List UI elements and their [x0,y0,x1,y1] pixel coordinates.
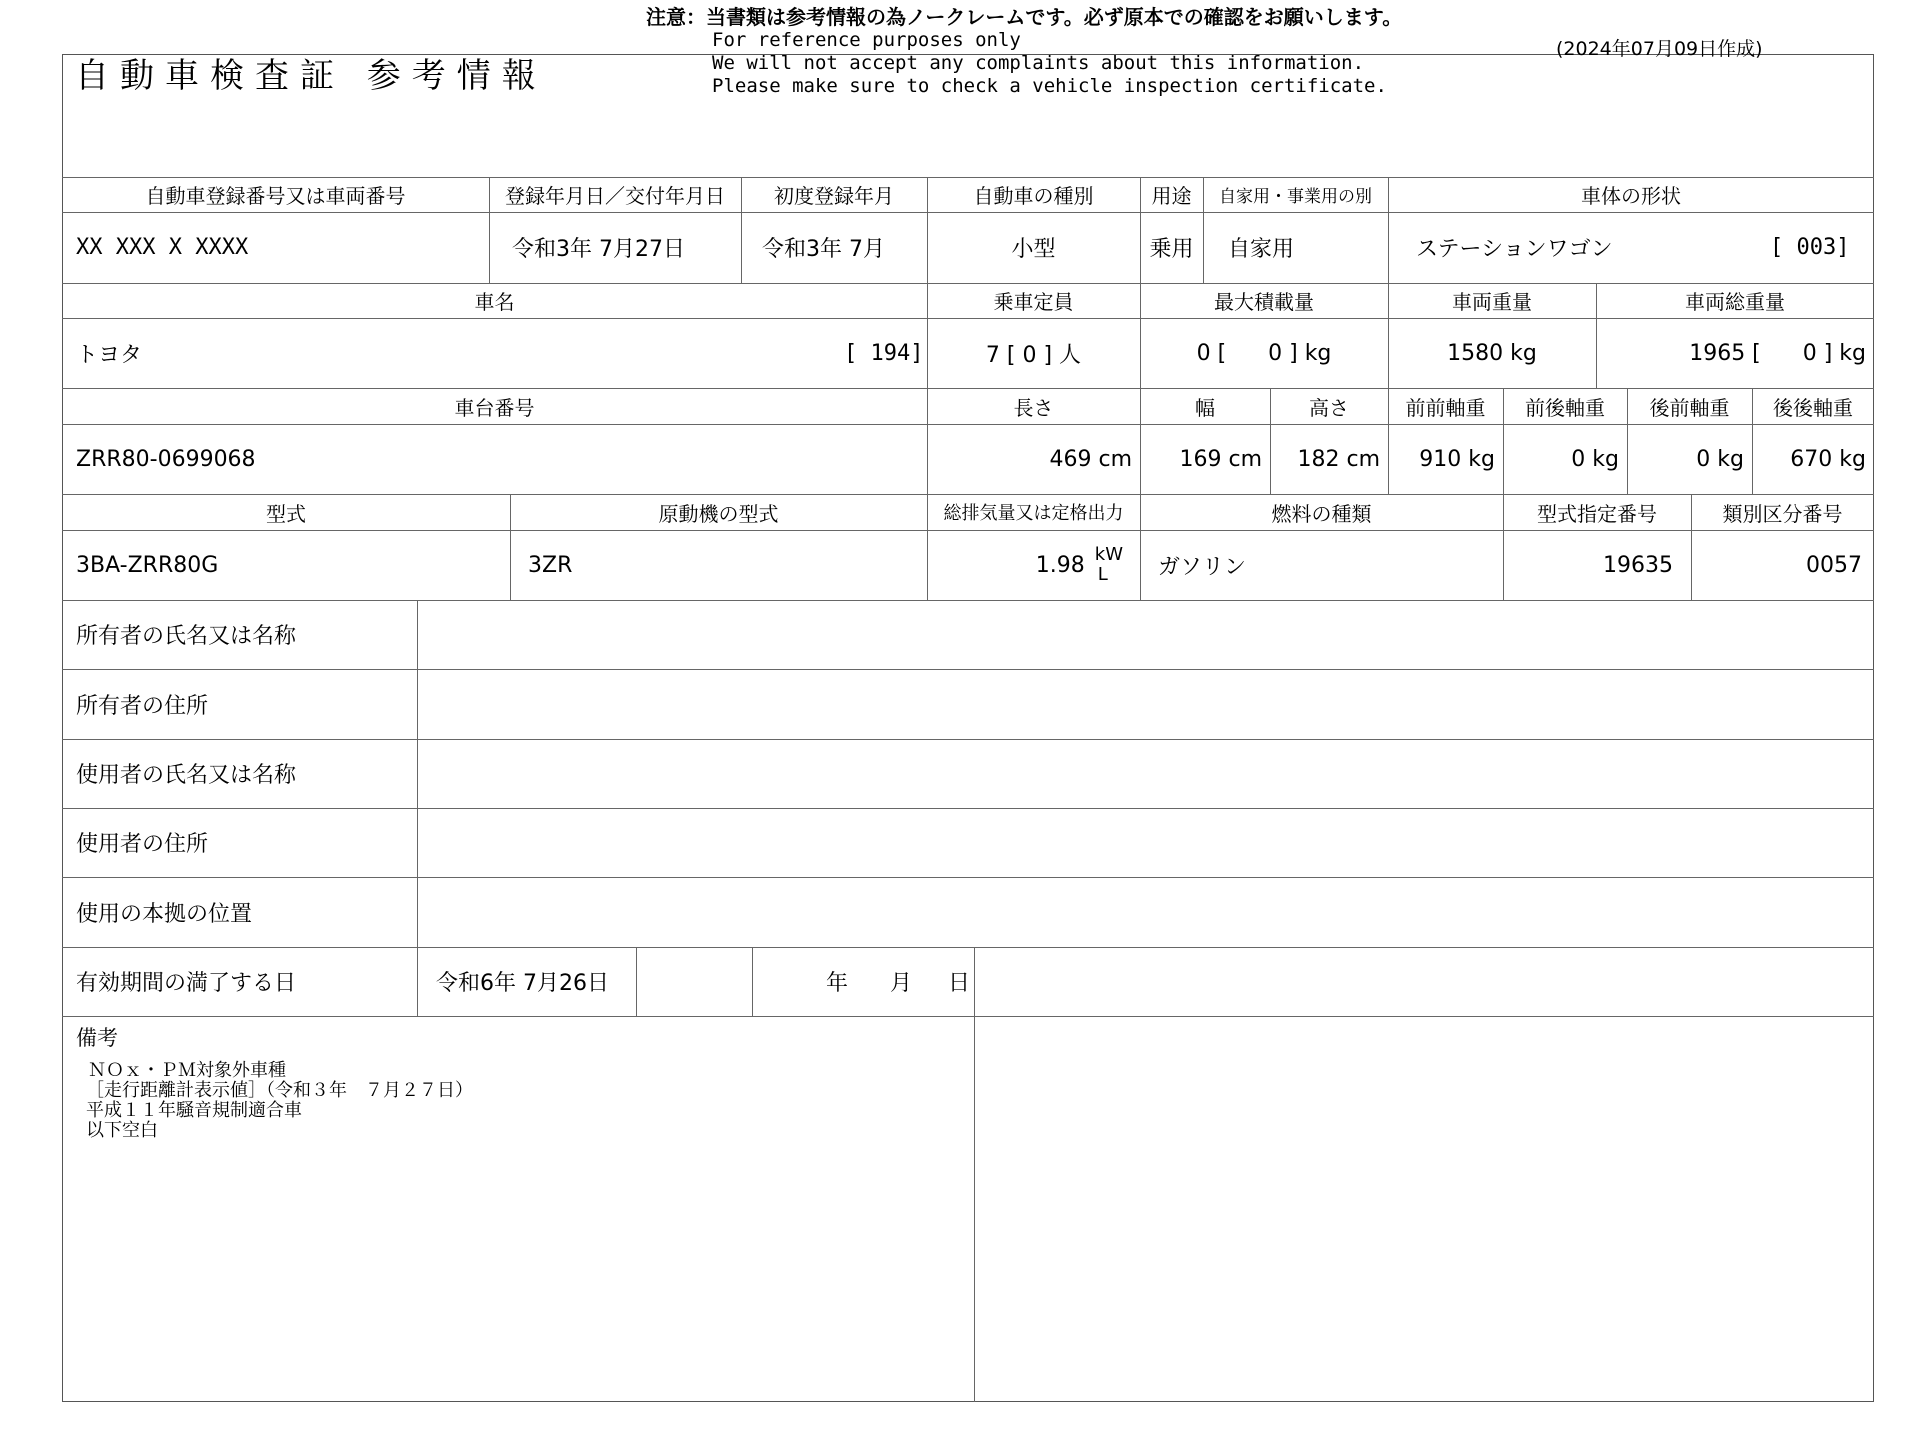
document-title: 自動車検査証 参考情報 [75,56,547,96]
label-capacity: 乗車定員 [993,290,1074,314]
unit-l: L [1097,564,1108,585]
value-gross-weight: 1965 [ 0 ] kg [1689,340,1866,366]
expiry-day-label: 日 [948,971,971,996]
divider [62,669,1874,670]
value-reg-date: 令和3年 7月27日 [512,237,685,262]
remarks-line: 平成１１年騒音規制適合車 [86,1100,302,1121]
label-max-load: 最大積載量 [1214,290,1314,314]
value-private-business: 自家用 [1228,237,1295,262]
value-car-name: トヨタ [76,342,143,368]
value-first-reg: 令和3年 7月 [762,237,885,262]
value-kind: 小型 [1011,237,1056,262]
value-displacement: 1.98 [1035,552,1085,578]
value-width: 169 cm [1179,446,1262,472]
remarks-line: ＮＯｘ・ＰＭ対象外車種 [88,1060,286,1081]
notice-lead: 注意：当書類は参考情報の為ノークレームです。必ず原本での確認をお願いします。 [646,5,1403,29]
remarks-line: 以下空白 [86,1120,158,1141]
value-reg-no: XX XXX X XXXX [76,235,249,260]
label-reg-no: 自動車登録番号又は車両番号 [145,184,406,208]
label-width: 幅 [1195,395,1215,420]
label-rf-axle: 後前軸重 [1649,395,1730,420]
notice-en-1: For reference purposes only [712,29,1021,51]
label-expiry: 有効期間の満了する日 [76,971,297,996]
notice-block [646,6,1402,98]
label-reg-date: 登録年月日／交付年月日 [505,184,725,208]
divider [62,808,1874,809]
label-base-location: 使用の本拠の位置 [76,901,253,927]
label-fuel: 燃料の種類 [1271,501,1372,526]
value-engine-model: 3ZR [528,552,573,578]
value-fuel: ガソリン [1158,554,1247,580]
value-model: 3BA-ZRR80G [76,552,219,578]
divider [417,600,418,1016]
label-length: 長さ [1013,395,1054,420]
value-length: 469 cm [1049,446,1132,472]
label-body-shape: 車体の形状 [1581,184,1681,208]
value-body-code: [ 003] [1770,235,1850,260]
value-use: 乗用 [1149,237,1194,262]
label-height: 高さ [1309,395,1349,420]
label-gross-weight: 車両総重量 [1685,290,1785,314]
value-body-shape: ステーションワゴン [1416,237,1613,262]
label-fr-axle: 前後軸重 [1525,395,1605,420]
label-remarks: 備考 [76,1026,118,1050]
value-car-code: [ 194] [844,340,924,366]
divider [636,947,637,1016]
label-user-name: 使用者の氏名又は名称 [76,763,297,788]
value-weight: 1580 kg [1447,340,1537,366]
label-owner-name: 所有者の氏名又は名称 [76,624,297,649]
label-use: 用途 [1151,184,1192,208]
label-first-reg: 初度登録年月 [774,184,894,208]
label-engine-model: 原動機の型式 [658,501,779,526]
value-ff-axle: 910 kg [1419,446,1495,472]
label-owner-address: 所有者の住所 [76,693,209,719]
value-displacement-wrap [927,530,1123,600]
value-rf-axle: 0 kg [1696,446,1744,472]
value-height: 182 cm [1297,446,1380,472]
notice-en-2: We will not accept any complaints about this information. [712,52,1365,74]
label-displacement: 総排気量又は定格出力 [943,503,1124,524]
value-capacity: 7 [ 0 ] 人 [985,342,1082,368]
label-ff-axle: 前前軸重 [1405,395,1486,420]
unit-kw: kW [1094,544,1123,565]
value-fr-axle: 0 kg [1571,446,1619,472]
value-chassis-no: ZRR80-0699068 [76,446,256,472]
divider [62,1016,1874,1017]
label-type-designation: 型式指定番号 [1537,501,1657,526]
created-date: (2024年07月09日作成) [1556,38,1763,60]
expiry-year-label: 年 [826,971,849,996]
label-kind: 自動車の種別 [973,184,1094,208]
value-expiry-date: 令和6年 7月26日 [436,971,609,996]
label-category-no: 類別区分番号 [1722,501,1843,526]
label-chassis-no: 車台番号 [454,395,535,420]
value-type-designation: 19635 [1603,552,1673,578]
remarks-list [86,1061,473,1141]
value-max-load: 0 [ 0 ] kg [1196,340,1332,366]
value-category-no: 0057 [1806,552,1862,578]
divider [62,600,1874,601]
label-weight: 車両重量 [1452,290,1532,314]
divider [974,947,975,1402]
divider [62,877,1874,878]
notice-en-3: Please make sure to check a vehicle inspection certificate. [712,75,1387,97]
label-user-address: 使用者の住所 [76,832,209,857]
label-model: 型式 [266,501,306,526]
label-private-business: 自家用・事業用の別 [1219,187,1372,207]
divider [62,739,1874,740]
label-car-name: 車名 [474,290,515,314]
displacement-units [1095,545,1123,585]
label-rr-axle: 後後軸重 [1773,395,1853,420]
remarks-line: ［走行距離計表示値］（令和３年 ７月２７日） [86,1080,473,1101]
divider [752,947,753,1016]
expiry-month-label: 月 [890,971,913,996]
value-rr-axle: 670 kg [1790,446,1866,472]
